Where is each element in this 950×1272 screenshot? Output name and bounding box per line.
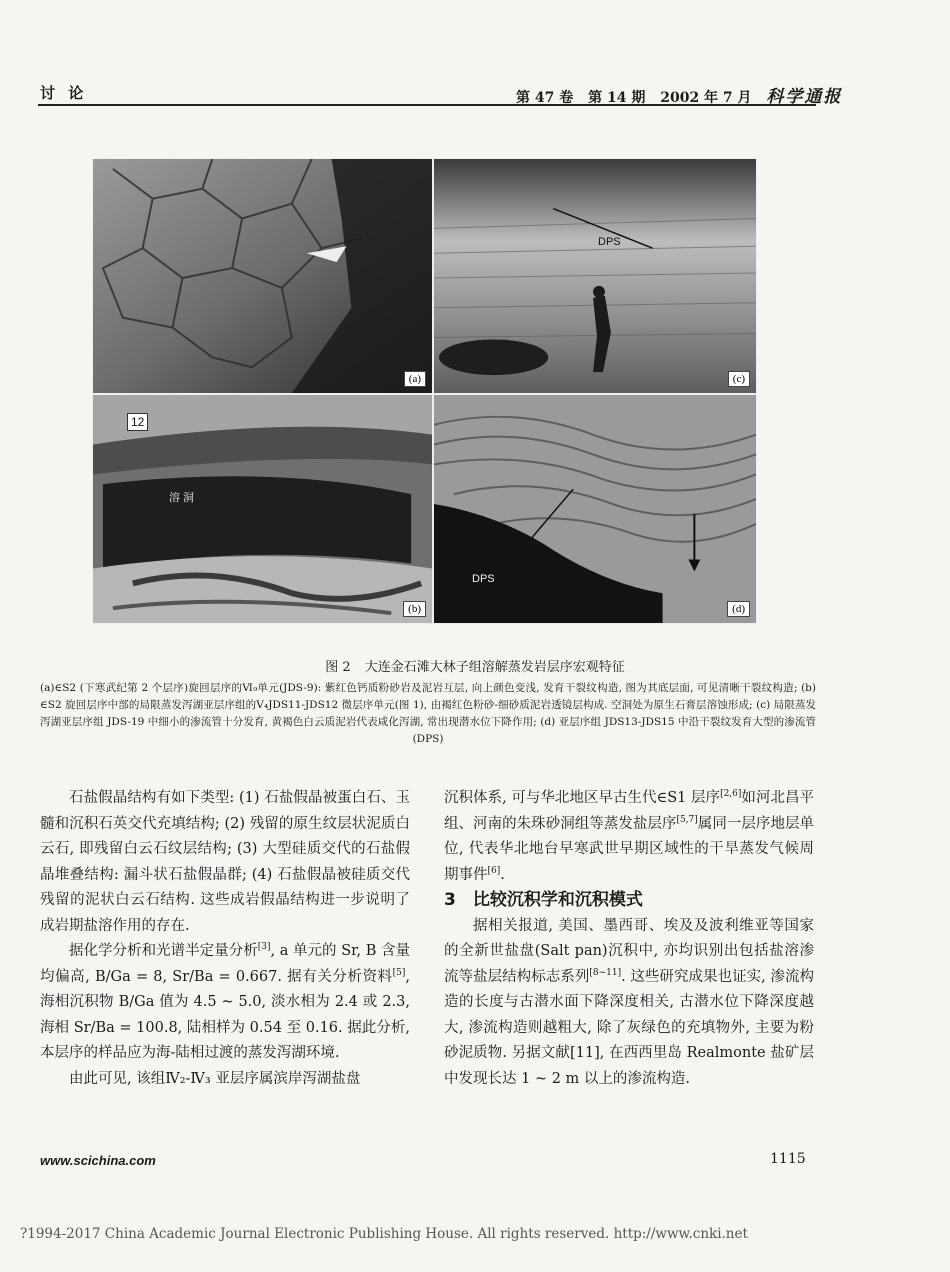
volume: 第 47 卷 xyxy=(516,90,574,106)
panel-c-annotation: DPS xyxy=(598,236,621,248)
paragraph: 由此可见, 该组Ⅳ₂-Ⅳ₃ 亚层序属滨岸泻湖盐盘 xyxy=(69,1070,361,1087)
panel-a-label: (a) xyxy=(404,371,426,387)
citation: [6] xyxy=(487,865,501,876)
figure-panel-d xyxy=(433,394,757,624)
figure-2 xyxy=(92,158,757,624)
right-column xyxy=(444,786,814,1092)
figure-panel-b xyxy=(92,394,433,624)
footer-url[interactable]: www.scichina.com xyxy=(40,1153,156,1168)
page-number: 1115 xyxy=(770,1151,806,1167)
paragraph: 据相关报道, 美国、墨西哥、埃及及波利维亚等国家的全新世盐盘(Salt pan)沉积中, 亦均识别出包括盐溶渗流等盐层结构标志系列[8~11]. 这些研究成果也证实, 渗流构造的长度与古潜水面下降深度相关, 古潜水位下降深度越大, 渗流构造则越粗大, 除了灰绿色的充填物外, 主要为粉砂泥质物. 另据文献[11], 在西西里岛 Realmonte 盐矿层中发现长达 1 ~ 2 m 以上的渗流构造. xyxy=(444,917,815,1087)
figure-panel-a xyxy=(92,158,433,394)
citation: [2,6] xyxy=(720,789,742,800)
panel-d-annotation: DPS xyxy=(472,573,495,585)
panel-c-label: (c) xyxy=(728,371,750,387)
paragraph: 石盐假晶结构有如下类型: (1) 石盐假晶被蛋白石、玉髓和沉积石英交代充填结构; (2) 残留的原生纹层状泥质白云石, 即残留白云石纹层结构; (3) 大型硅质交代的石盐假晶堆叠结构: 漏斗状石盐假晶群; (4) 石盐假晶被硅质交代残留的泥状白云石结构. 这些成岩假晶结构进一步说明了成岩期盐溶作用的存在. xyxy=(40,790,410,934)
section-heading: 3 比较沉积学和沉积模式 xyxy=(444,890,643,910)
citation: [5] xyxy=(392,967,406,978)
paragraph: 据化学分析和光谱半定量分析[3], a 单元的 Sr, B 含量均偏高, B/Ga = 8, Sr/Ba = 0.667. 据有关分析资料[5], 海相沉积物 B/Ga 值为 4.5 ~ 5.0, 淡水相为 2.4 或 2.3, 海相 Sr/Ba = 100.8, 陆相样为 0.54 至 0.16. 据此分析, 本层序的样品应为海-陆相过渡的蒸发泻湖环境. xyxy=(40,942,411,1061)
citation: [3] xyxy=(257,942,271,953)
journal-logo: 科学通报 xyxy=(766,87,843,107)
panel-b-annotation: 溶 洞 xyxy=(169,492,195,504)
copyright-notice: ?1994-2017 China Academic Journal Electronic Publishing House. All rights reserved. http://www.cnki.net xyxy=(20,1226,748,1242)
paragraph: 沉积体系, 可与华北地区早古生代∈S1 层序[2,6]如河北昌平组、河南的朱珠砂洞组等蒸发盐层序[5,7]属同一层序地层单位, 代表华北地台早寒武世早期区域性的干旱蒸发气候周期事件[6]. xyxy=(444,789,815,883)
panel-d-label: (d) xyxy=(727,601,750,617)
panel-b-label: (b) xyxy=(403,601,426,617)
panel-a-photo xyxy=(93,159,432,393)
citation: [8~11] xyxy=(589,967,622,978)
panel-c-photo xyxy=(434,159,756,393)
left-column xyxy=(40,786,410,1092)
citation: [5,7] xyxy=(676,814,698,825)
section-label: 讨 论 xyxy=(40,84,88,102)
figure-panel-c xyxy=(433,158,757,394)
figure-title: 大连金石滩大林子组溶解蒸发岩层序宏观特征 xyxy=(364,660,625,675)
panel-d-photo xyxy=(434,395,756,623)
date: 2002 年 7 月 xyxy=(660,90,752,106)
header-rule xyxy=(38,104,816,106)
figure-caption-title xyxy=(0,656,950,675)
figure-caption-body: (a)∈S2 (下寒武纪第 2 个层序)旋回层序的Ⅵ₉单元(JDS-9): 紫红色钙质粉砂岩及泥岩互层, 向上颜色变浅, 发育干裂纹构造, 图为其底层面, 可见清晰干裂纹构造; (b) ∈S2 旋回层序中部的局限蒸发泻湖亚层序组的Ⅴ₄JDS11-JDS12 微层序单元(图 1), 由褐红色粉砂-细砂质泥岩透镜层构成. 空洞处为原生石膏层溶蚀形成; (c) 局限蒸发泻湖亚层序组 JDS-19 中细小的渗流管十分发育, 黄褐色白云质泥岩代表咸化泻湖, 常出现潜水位下降作用; (d) 亚层序组 JDS13-JDS15 中沿干裂纹发育大型的渗流管(DPS) xyxy=(40,682,816,745)
issue: 第 14 期 xyxy=(588,90,646,106)
panel-b-tag: 12 xyxy=(127,413,148,431)
figure-number: 图 2 xyxy=(325,660,351,675)
